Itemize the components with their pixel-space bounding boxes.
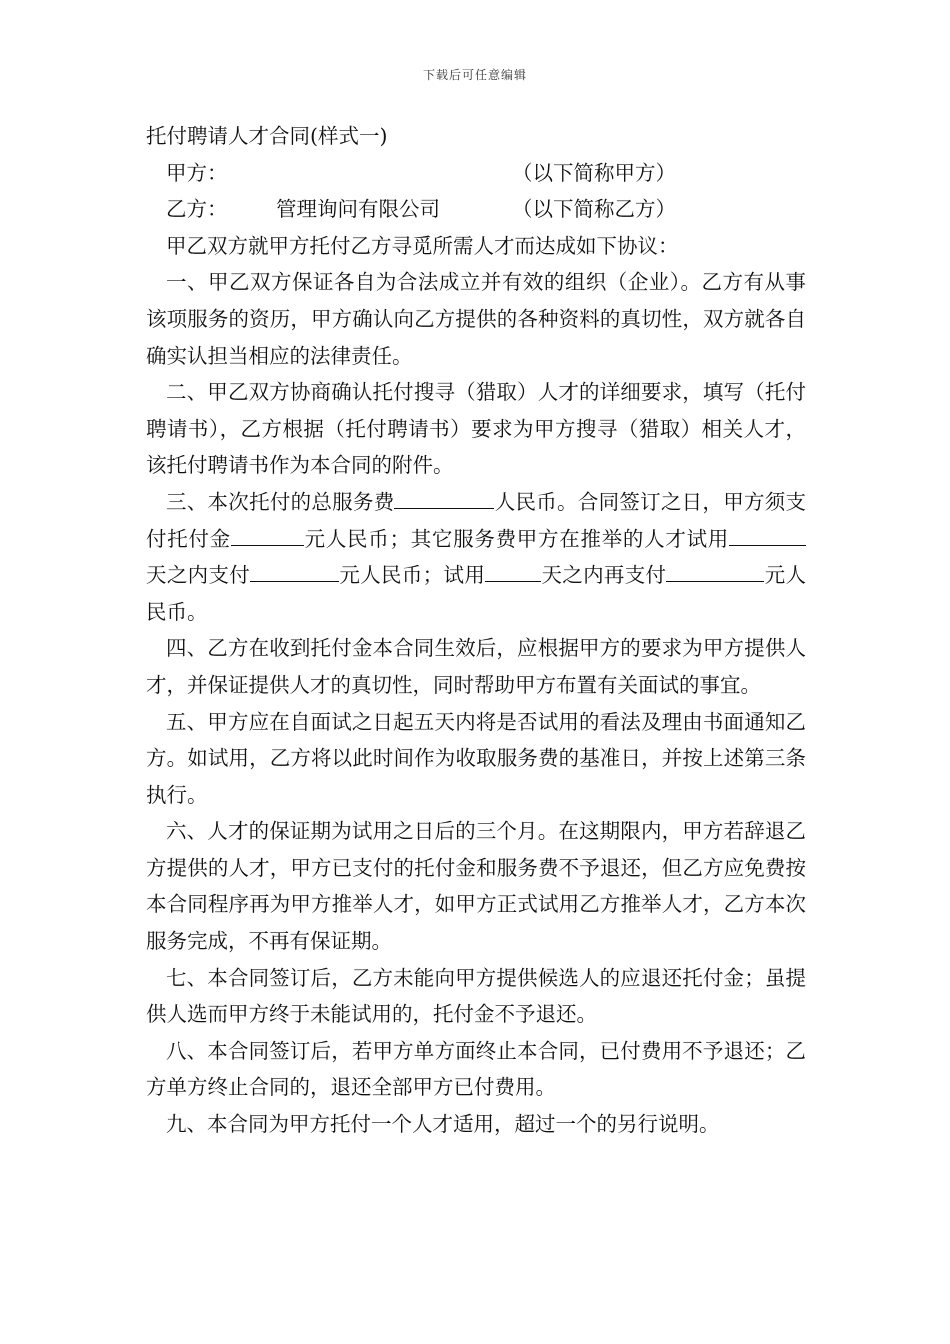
- trial-days-blank: [729, 523, 806, 546]
- clause-2: 二、甲乙双方协商确认托付搜寻（猎取）人才的详细要求，填写（托付聘请书），乙方根据（托付聘请书）要求为甲方搜寻（猎取）相关人才，该托付聘请书作为本合同的附件。: [146, 380, 806, 478]
- clause-1: 一、甲乙双方保证各自为合法成立并有效的组织（企业）。乙方有从事该项服务的资历，甲方确认向乙方提供的各种资料的真切性，双方就各自确实认担当相应的法律责任。: [146, 270, 806, 368]
- first-payment-blank: [250, 560, 339, 583]
- clause-3-text-3: 元人民币；其它服务费甲方在推举的人才试用: [303, 526, 730, 551]
- second-payment-blank-a: [666, 560, 696, 583]
- header-note: 下载后可任意编辑: [422, 68, 527, 82]
- document-title: 托付聘请人才合同(样式一): [146, 124, 388, 148]
- deposit-blank: [231, 523, 304, 546]
- clause-9: 九、本合同为甲方托付一个人才适用，超过一个的另行说明。: [166, 1112, 720, 1137]
- party-a-line: [146, 155, 806, 192]
- contract-document: [146, 118, 806, 1143]
- party-b-label: 乙方：: [166, 197, 228, 222]
- total-fee-blank: [394, 486, 494, 509]
- clause-3-text-5: 元人民币；试用: [339, 563, 486, 588]
- clause-3-text-4: 天之内支付: [146, 563, 251, 588]
- party-a-abbr: （以下简称甲方）: [512, 160, 676, 185]
- second-trial-days-blank: [485, 560, 541, 583]
- clause-3-text-7: 元人民币。: [146, 563, 807, 624]
- party-b-abbr: （以下简称乙方）: [512, 197, 676, 222]
- clause-4: 四、乙方在收到托付金本合同生效后，应根据甲方的要求为甲方提供人才，并保证提供人才的真切性，同时帮助甲方布置有关面试的事宜。: [146, 636, 806, 697]
- party-b-line: [146, 191, 806, 228]
- clause-3-text-1: 三、本次托付的总服务费: [166, 489, 395, 514]
- clause-6: 六、人才的保证期为试用之日后的三个月。在这期限内，甲方若辞退乙方提供的人才，甲方已支付的托付金和服务费不予退还，但乙方应免费按本合同程序再为甲方推举人才，如甲方正式试用乙方推举人才，乙方本次服务完成，不再有保证期。: [146, 819, 806, 954]
- clause-3-text-2: 人民币。合同签订之日，甲方须支付托付金: [146, 489, 807, 551]
- party-b-name: 管理询问有限公司: [276, 197, 440, 222]
- clause-3: [146, 484, 806, 630]
- clause-7: 七、本合同签订后，乙方未能向甲方提供候选人的应退还托付金；虽提供人选而甲方终于未能试用的，托付金不予退还。: [146, 965, 806, 1027]
- clause-5: 五、甲方应在自面试之日起五天内将是否试用的看法及理由书面通知乙方。如试用，乙方将以此时间作为收取服务费的基准日，并按上述第三条执行。: [146, 709, 806, 807]
- party-a-label: 甲方：: [166, 160, 228, 185]
- intro-paragraph: 甲乙双方就甲方托付乙方寻觅所需人才而达成如下协议：: [166, 233, 679, 258]
- second-payment-blank-b: [696, 560, 764, 583]
- clause-8: 八、本合同签订后，若甲方单方面终止本合同，已付费用不予退还；乙方单方终止合同的，退还全部甲方已付费用。: [146, 1038, 806, 1100]
- clause-3-text-6: 天之内再支付: [541, 563, 667, 588]
